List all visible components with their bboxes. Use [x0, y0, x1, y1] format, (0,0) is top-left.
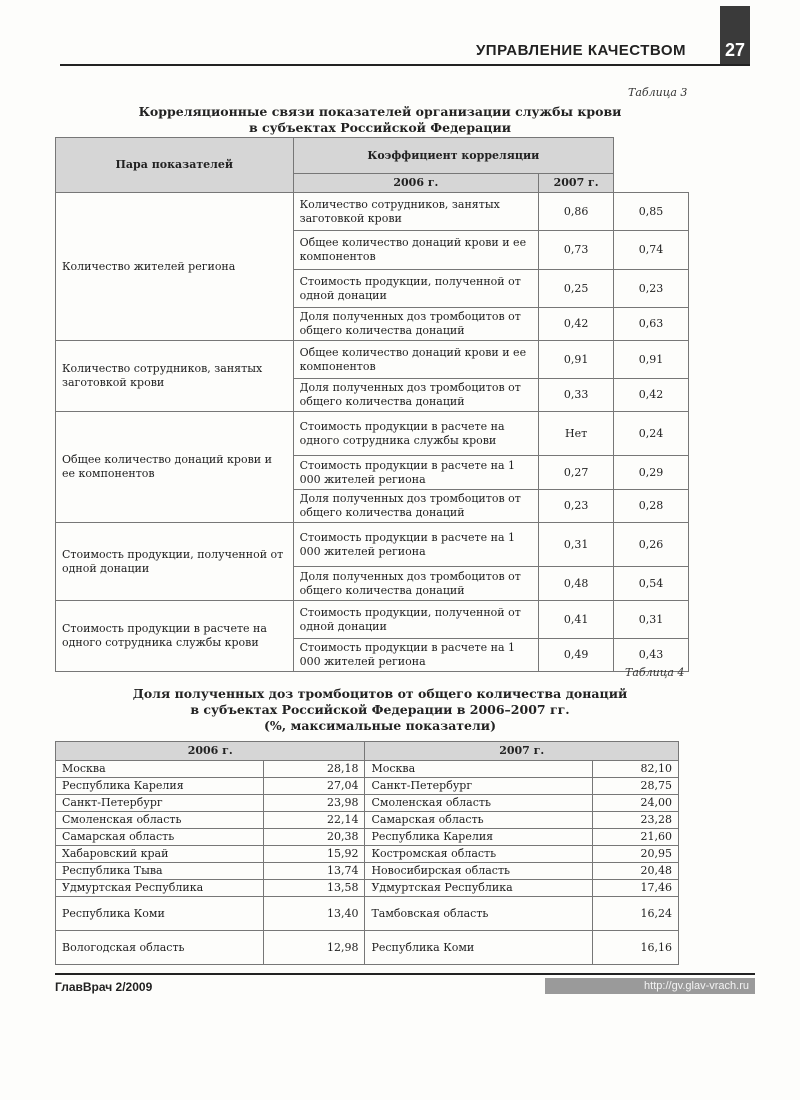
- value-2006-cell: 0,86: [539, 193, 614, 231]
- table-row: [56, 778, 679, 795]
- table-row: [56, 795, 679, 812]
- region-2006-cell: Самарская область: [56, 829, 264, 846]
- value-2007-cell: 28,75: [593, 778, 679, 795]
- value-2007-cell: 20,95: [593, 846, 679, 863]
- value-2007-cell: 16,16: [593, 931, 679, 965]
- table-row: [56, 193, 689, 231]
- pair-cell: Доля полученных доз тромбоцитов от общего количества донаций: [293, 379, 539, 412]
- col-header-coefficient: Коэффициент корреляции: [293, 138, 613, 174]
- pair-cell: Доля полученных доз тромбоцитов от общего количества донаций: [293, 490, 539, 523]
- correlation-table-body: [56, 193, 689, 672]
- pair-cell: Доля полученных доз тромбоцитов от общего количества донаций: [293, 567, 539, 601]
- value-2007-cell: 0,24: [614, 412, 689, 456]
- table3-title: [120, 104, 640, 136]
- table-row: [56, 601, 689, 639]
- value-2006-cell: 15,92: [263, 846, 365, 863]
- col-header-pair: Пара показателей: [56, 138, 294, 193]
- region-2007-cell: Москва: [365, 761, 593, 778]
- table-row: [56, 931, 679, 965]
- region-2007-cell: Санкт-Петербург: [365, 778, 593, 795]
- col-header-2006: 2006 г.: [56, 742, 365, 761]
- table-row: [56, 812, 679, 829]
- pair-cell: Количество сотрудников, занятых заготовкой крови: [293, 193, 539, 231]
- region-2007-cell: Тамбовская область: [365, 897, 593, 931]
- value-2007-cell: 0,26: [614, 523, 689, 567]
- value-2006-cell: 0,33: [539, 379, 614, 412]
- region-2006-cell: Хабаровский край: [56, 846, 264, 863]
- col-header-2006: 2006 г.: [293, 174, 539, 193]
- table-row: [56, 897, 679, 931]
- pair-cell: Стоимость продукции в расчете на 1 000 жителей региона: [293, 456, 539, 490]
- value-2007-cell: 0,29: [614, 456, 689, 490]
- region-2006-cell: Москва: [56, 761, 264, 778]
- col-header-2007: 2007 г.: [365, 742, 679, 761]
- platelet-table-body: [56, 761, 679, 965]
- value-2006-cell: 0,48: [539, 567, 614, 601]
- table4-label: Таблица 4: [625, 666, 685, 679]
- value-2007-cell: 0,23: [614, 270, 689, 308]
- region-2006-cell: Смоленская область: [56, 812, 264, 829]
- region-2006-cell: Республика Коми: [56, 897, 264, 931]
- indicator-cell: Количество жителей региона: [56, 193, 294, 341]
- table3-title-line1: Корреляционные связи показателей организации службы крови: [138, 104, 622, 119]
- value-2007-cell: 0,63: [614, 308, 689, 341]
- value-2007-cell: 0,91: [614, 341, 689, 379]
- correlation-table: [55, 137, 689, 672]
- value-2006-cell: 0,42: [539, 308, 614, 341]
- region-2007-cell: Республика Карелия: [365, 829, 593, 846]
- region-2007-cell: Республика Коми: [365, 931, 593, 965]
- table-row: [56, 523, 689, 567]
- footer-rule: [55, 973, 755, 975]
- value-2006-cell: 23,98: [263, 795, 365, 812]
- value-2007-cell: 20,48: [593, 863, 679, 880]
- journal-issue: ГлавВрач 2/2009: [55, 980, 153, 994]
- value-2007-cell: 16,24: [593, 897, 679, 931]
- value-2006-cell: 20,38: [263, 829, 365, 846]
- journal-url: http://gv.glav-vrach.ru: [545, 978, 755, 994]
- section-title: УПРАВЛЕНИЕ КАЧЕСТВОМ: [475, 42, 686, 59]
- pair-cell: Стоимость продукции в расчете на 1 000 жителей региона: [293, 639, 539, 672]
- table4-title-line3: (%, максимальные показатели): [264, 718, 496, 733]
- value-2007-cell: 0,43: [614, 639, 689, 672]
- table-row: [56, 863, 679, 880]
- value-2006-cell: 27,04: [263, 778, 365, 795]
- page-number: 27: [720, 6, 750, 64]
- page-header: [60, 40, 750, 66]
- table4-title-line1: Доля полученных доз тромбоцитов от общего количества донаций: [132, 686, 628, 701]
- value-2006-cell: 22,14: [263, 812, 365, 829]
- value-2006-cell: 13,74: [263, 863, 365, 880]
- region-2006-cell: Удмуртская Республика: [56, 880, 264, 897]
- table-row: [56, 761, 679, 778]
- region-2006-cell: Санкт-Петербург: [56, 795, 264, 812]
- region-2006-cell: Вологодская область: [56, 931, 264, 965]
- value-2006-cell: 0,73: [539, 231, 614, 270]
- value-2007-cell: 17,46: [593, 880, 679, 897]
- value-2006-cell: 0,23: [539, 490, 614, 523]
- value-2007-cell: 0,85: [614, 193, 689, 231]
- indicator-cell: Стоимость продукции, полученной от одной донации: [56, 523, 294, 601]
- value-2006-cell: 12,98: [263, 931, 365, 965]
- value-2006-cell: 0,25: [539, 270, 614, 308]
- value-2007-cell: 21,60: [593, 829, 679, 846]
- pair-cell: Доля полученных доз тромбоцитов от общего количества донаций: [293, 308, 539, 341]
- table3-title-line2: в субъектах Российской Федерации: [248, 120, 512, 135]
- value-2007-cell: 23,28: [593, 812, 679, 829]
- table-row: [56, 341, 689, 379]
- value-2006-cell: 0,49: [539, 639, 614, 672]
- table-row: [56, 880, 679, 897]
- value-2007-cell: 0,28: [614, 490, 689, 523]
- value-2006-cell: 13,58: [263, 880, 365, 897]
- value-2006-cell: Нет: [539, 412, 614, 456]
- value-2006-cell: 28,18: [263, 761, 365, 778]
- value-2007-cell: 0,31: [614, 601, 689, 639]
- pair-cell: Стоимость продукции, полученной от одной донации: [293, 601, 539, 639]
- value-2006-cell: 0,27: [539, 456, 614, 490]
- table-row: [56, 846, 679, 863]
- region-2007-cell: Смоленская область: [365, 795, 593, 812]
- col-header-2007: 2007 г.: [539, 174, 614, 193]
- region-2006-cell: Республика Тыва: [56, 863, 264, 880]
- value-2007-cell: 0,42: [614, 379, 689, 412]
- value-2007-cell: 82,10: [593, 761, 679, 778]
- value-2006-cell: 0,31: [539, 523, 614, 567]
- value-2007-cell: 0,54: [614, 567, 689, 601]
- region-2007-cell: Удмуртская Республика: [365, 880, 593, 897]
- table-row: [56, 412, 689, 456]
- pair-cell: Общее количество донаций крови и ее компонентов: [293, 231, 539, 270]
- indicator-cell: Общее количество донаций крови и ее компонентов: [56, 412, 294, 523]
- value-2007-cell: 0,74: [614, 231, 689, 270]
- indicator-cell: Количество сотрудников, занятых заготовкой крови: [56, 341, 294, 412]
- table-row: [56, 829, 679, 846]
- pair-cell: Стоимость продукции в расчете на 1 000 жителей региона: [293, 523, 539, 567]
- pair-cell: Стоимость продукции, полученной от одной донации: [293, 270, 539, 308]
- pair-cell: Стоимость продукции в расчете на одного сотрудника службы крови: [293, 412, 539, 456]
- value-2007-cell: 24,00: [593, 795, 679, 812]
- indicator-cell: Стоимость продукции в расчете на одного сотрудника службы крови: [56, 601, 294, 672]
- pair-cell: Общее количество донаций крови и ее компонентов: [293, 341, 539, 379]
- value-2006-cell: 13,40: [263, 897, 365, 931]
- region-2006-cell: Республика Карелия: [56, 778, 264, 795]
- region-2007-cell: Самарская область: [365, 812, 593, 829]
- table4-title-line2: в субъектах Российской Федерации в 2006–2007 гг.: [190, 702, 570, 717]
- value-2006-cell: 0,91: [539, 341, 614, 379]
- table4-title: [120, 686, 640, 734]
- region-2007-cell: Новосибирская область: [365, 863, 593, 880]
- region-2007-cell: Костромская область: [365, 846, 593, 863]
- platelet-share-table: [55, 741, 679, 965]
- table3-label: Таблица 3: [628, 86, 688, 99]
- value-2006-cell: 0,41: [539, 601, 614, 639]
